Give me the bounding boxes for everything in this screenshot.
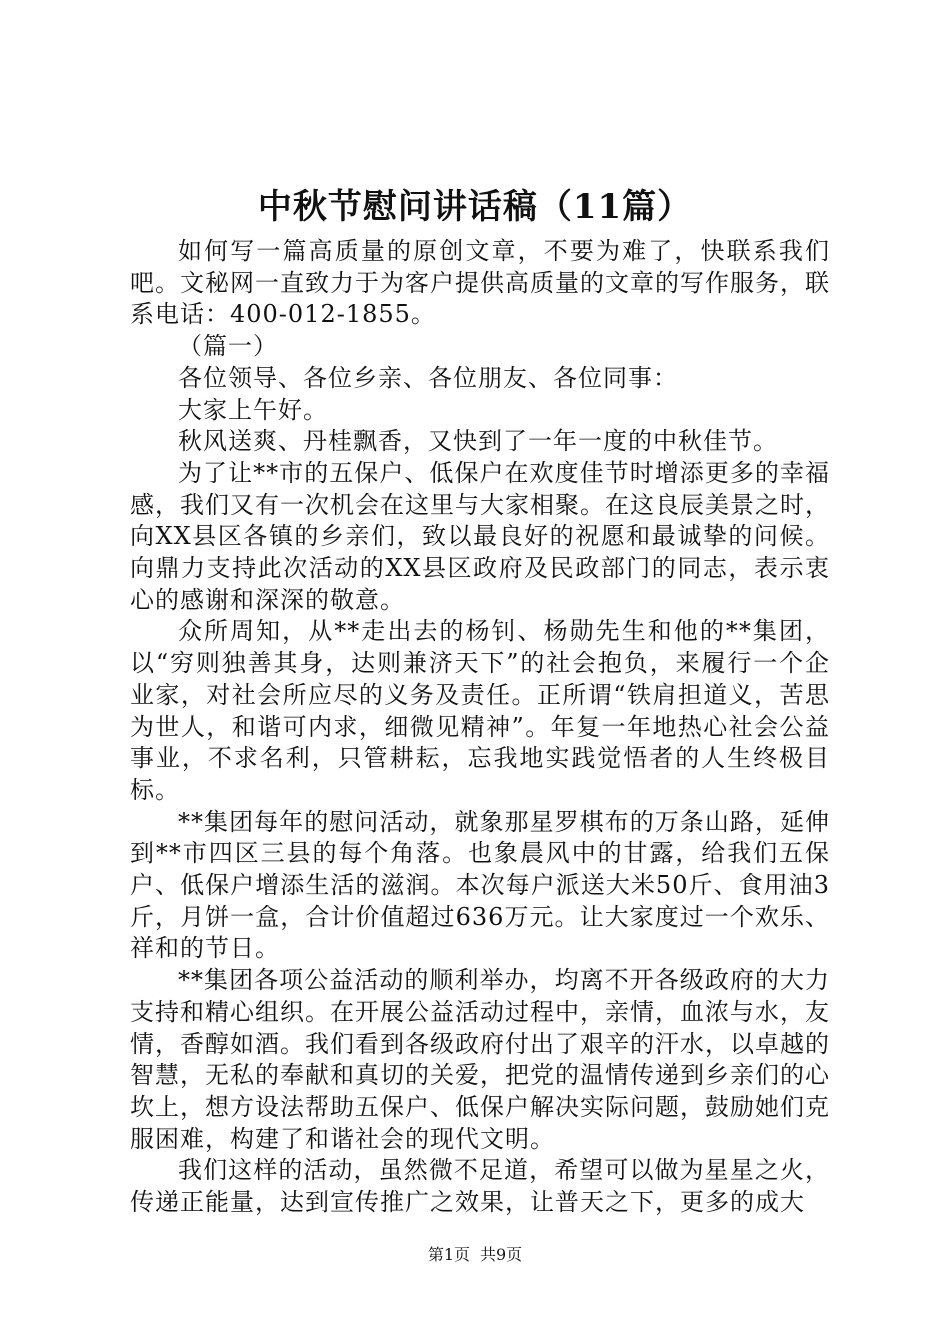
paragraph: 众所周知，从**走出去的杨钊、杨勋先生和他的**集团，以“穷则独善其身，达则兼济天下”的社会抱负，来履行一个企业家，对社会所应尽的义务及责任。正所谓“铁肩担道义，苦思为世人，和谐可内求，细微见精神”。年复一年地热心社会公益事业，不求名利，只管耕耘，忘我地实践觉悟者的人生终极目标。: [130, 617, 830, 804]
page-total: 共9页: [480, 1245, 523, 1264]
paragraph: 秋风送爽、丹桂飘香，又快到了一年一度的中秋佳节。: [178, 427, 778, 456]
paragraph: 为了让**市的五保户、低保户在欢度佳节时增添更多的幸福感，我们又有一次机会在这里与大家相聚。在这良辰美景之时，向XX县区各镇的乡亲们，致以最良好的祝愿和最诚挚的问候。向鼎力支持此次活动的XX县区政府及民政部门的同志，表示衷心的感谢和深深的敬意。: [130, 458, 830, 614]
page-footer: [0, 1243, 950, 1267]
paragraph-intro: 如何写一篇高质量的原创文章，不要为难了，快联系我们吧。文秘网一直致力于为客户提供高质量的文章的写作服务，联系电话：400-012-1855。: [130, 237, 830, 329]
document-title: 中秋节慰问讲话稿（11篇）: [257, 187, 693, 227]
document-body: [130, 236, 830, 1219]
paragraph: 我们这样的活动，虽然微不足道，希望可以做为星星之火，传递正能量，达到宣传推广之效果，让普天之下，更多的成大: [130, 1156, 830, 1217]
paragraph-salutation: 各位领导、各位乡亲、各位朋友、各位同事：: [178, 363, 678, 392]
page-number: 第1页: [427, 1245, 470, 1264]
paragraph-section-heading: （篇一）: [178, 332, 278, 361]
paragraph: **集团每年的慰问活动，就象那星罗棋布的万条山路，延伸到**市四区三县的每个角落。也象晨风中的甘露，给我们五保户、低保户增添生活的滋润。本次每户派送大米50斤、食用油3斤，月饼一盒，合计价值超过636万元。让大家度过一个欢乐、祥和的节日。: [130, 807, 830, 963]
paragraph-greeting: 大家上午好。: [178, 395, 328, 424]
paragraph: **集团各项公益活动的顺利举办，均离不开各级政府的大力支持和精心组织。在开展公益活动过程中，亲情，血浓与水，友情，香醇如酒。我们看到各级政府付出了艰辛的汗水，以卓越的智慧，无私的奉献和真切的关爱，把党的温情传递到乡亲们的心坎上，想方设法帮助五保户、低保户解决实际问题，鼓励她们克服困难，构建了和谐社会的现代文明。: [130, 966, 830, 1153]
